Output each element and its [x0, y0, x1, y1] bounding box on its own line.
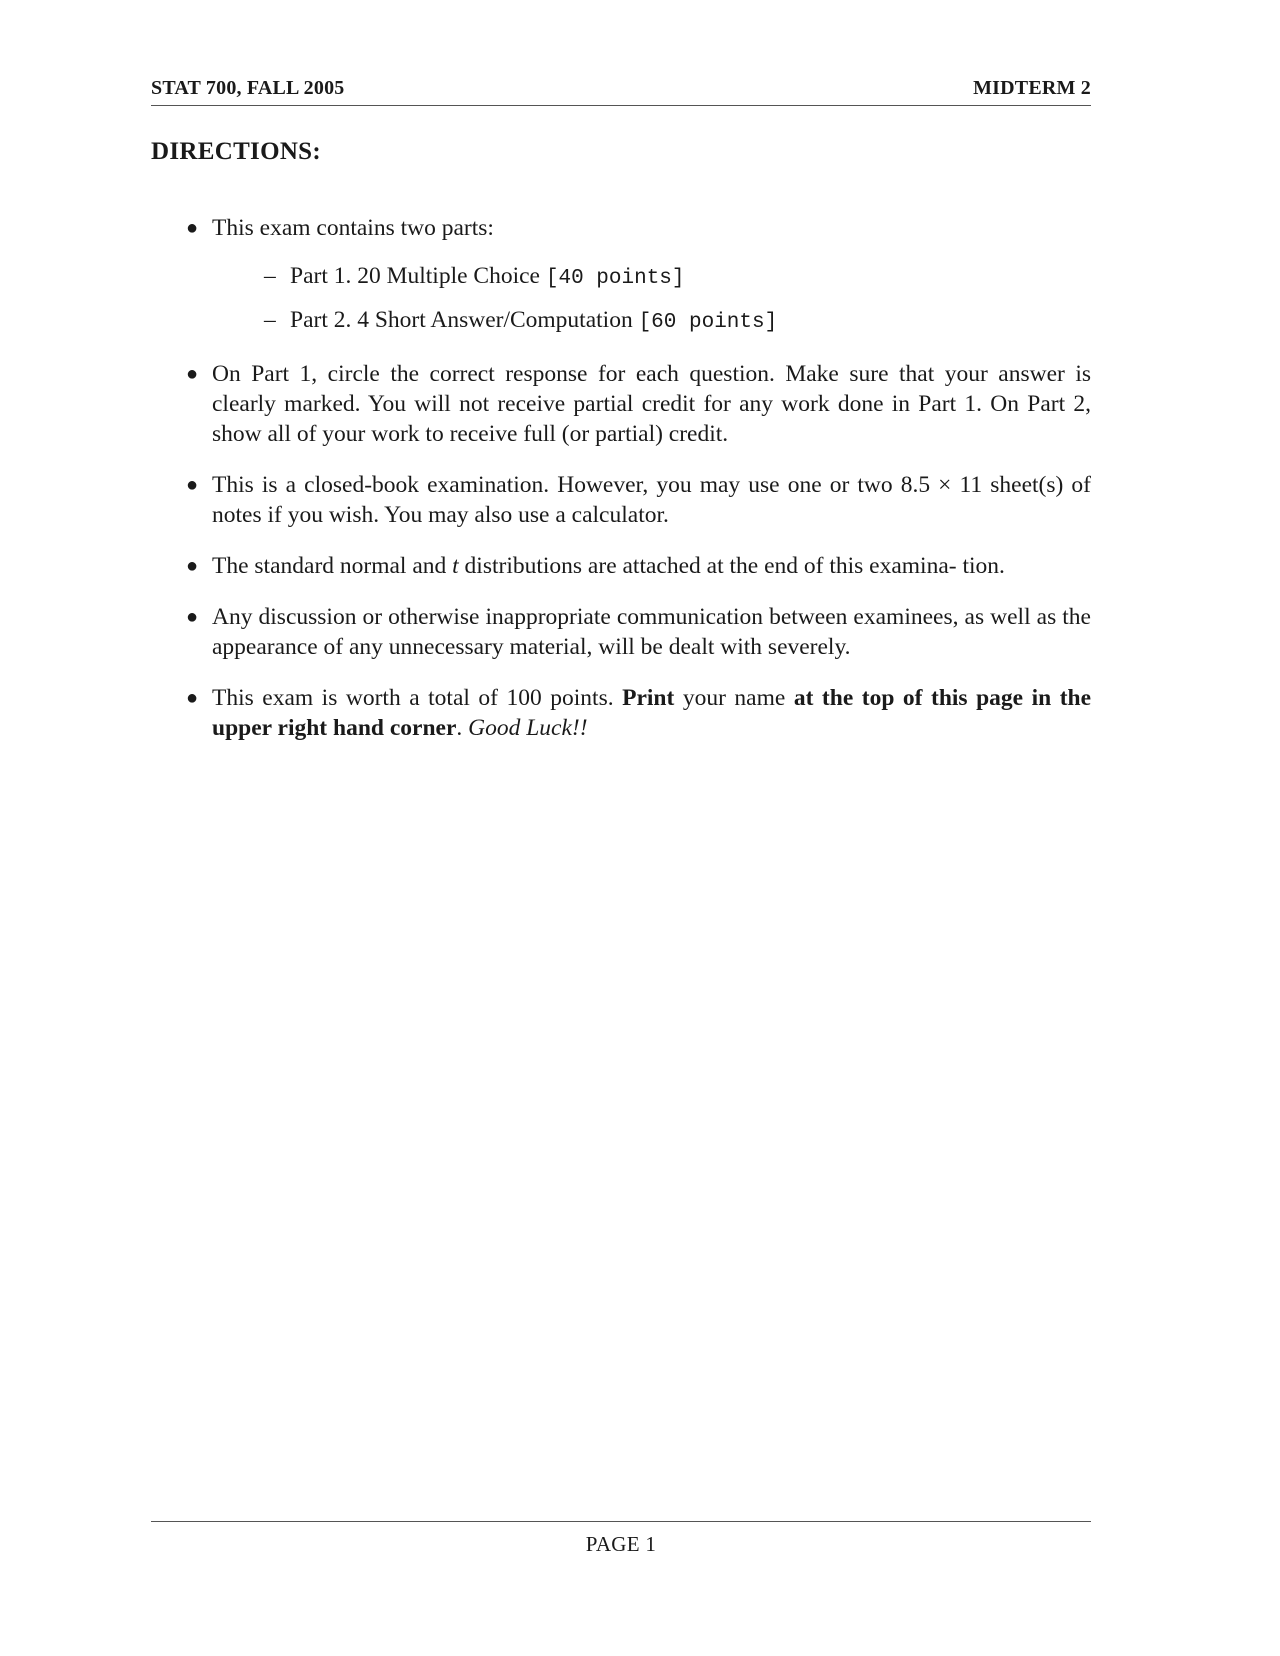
sublist-item-part1: [264, 261, 1091, 294]
parts-intro-text: This exam contains two parts:: [212, 215, 494, 241]
bullet-icon: ●: [186, 687, 199, 709]
part2-points: [60 points]: [638, 311, 778, 334]
tables-text-a: The standard normal and: [212, 553, 447, 579]
part2-text: Part 2. 4 Short Answer/Computation: [290, 307, 633, 333]
list-item-instructions: [180, 359, 1091, 449]
tables-text-b: distributions are attached at the end of this examina- tion.: [464, 553, 1005, 579]
list-item-parts: [180, 213, 1091, 338]
directions-heading: DIRECTIONS:: [151, 138, 321, 165]
parts-sublist: [212, 261, 1091, 338]
print-word: Print: [622, 685, 675, 711]
dash-icon: –: [264, 307, 276, 333]
dash-icon: –: [264, 263, 276, 289]
part1-text: Part 1. 20 Multiple Choice: [290, 263, 540, 289]
part1-points: [40 points]: [545, 267, 685, 290]
bullet-icon: ●: [186, 217, 199, 239]
worth-text-b: your name: [682, 685, 786, 711]
list-item-closed-book: [180, 470, 1091, 530]
page-header: [151, 73, 1091, 106]
directions-list: [180, 213, 1091, 764]
bullet-icon: ●: [186, 555, 199, 577]
worth-period: .: [456, 715, 463, 741]
bullet-icon: ●: [186, 363, 199, 385]
footer-rule: [151, 1521, 1091, 1522]
exam-title: MIDTERM 2: [973, 77, 1091, 99]
bullet-icon: ●: [186, 474, 199, 496]
bullet-icon: ●: [186, 606, 199, 628]
sublist-item-part2: [264, 305, 1091, 338]
list-item-conduct: [180, 602, 1091, 662]
course-title: STAT 700, FALL 2005: [151, 77, 345, 99]
good-luck-text: Good Luck!!: [468, 715, 588, 741]
t-symbol: t: [452, 553, 459, 579]
closed-book-text: This is a closed-book examination. However, you may use one or two 8.5 × 11 sheet(s) of notes if you wish. You may also use a calculator.: [212, 472, 1091, 528]
list-item-tables: [180, 551, 1091, 581]
page-number: PAGE 1: [585, 1532, 657, 1556]
worth-text-a: This exam is worth a total of 100 points.: [212, 685, 614, 711]
name-location-text: at the top of this page in the upper right hand corner: [212, 685, 1092, 741]
instructions-text: On Part 1, circle the correct response for each question. Make sure that your answer is clearly marked. You will not receive partial credit for any work done in Part 1. On Part 2, show all of your work to receive full (or partial) credit.: [212, 361, 1091, 447]
list-item-worth: [180, 683, 1091, 743]
conduct-text: Any discussion or otherwise inappropriate communication between examinees, as well as the appearance of any unnecessary material, will be dealt with severely.: [212, 604, 1091, 660]
